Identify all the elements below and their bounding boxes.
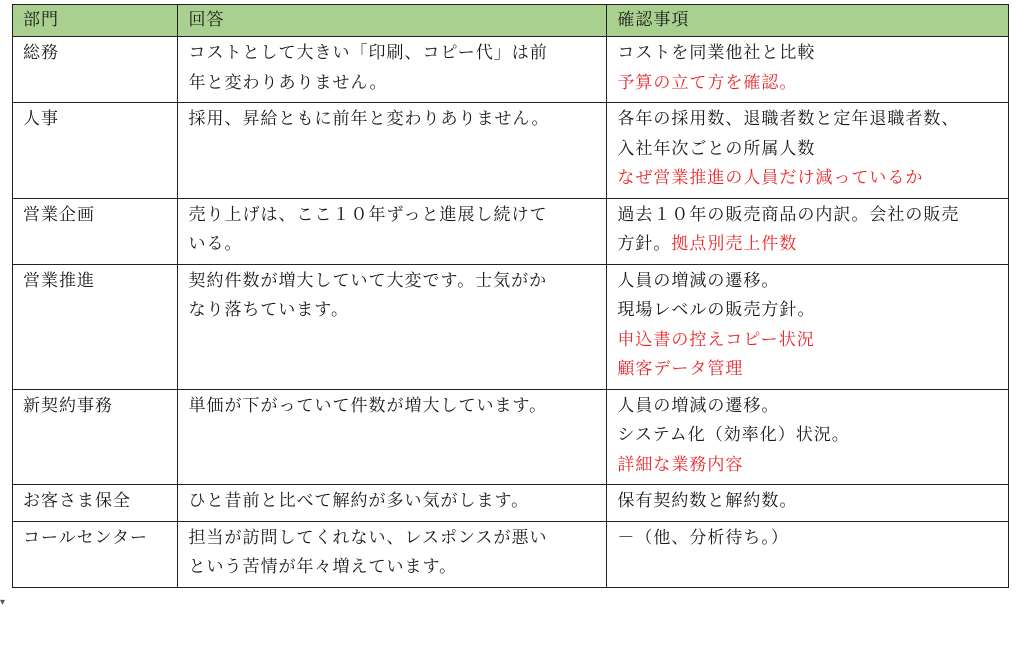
answer-line: 年と変わりありません。: [188, 72, 388, 93]
answer-line: 売り上げは、ここ１０年ずっと進展し続けて: [188, 204, 548, 225]
answer-line: 契約件数が増大していて大変です。士気がか: [188, 270, 548, 291]
dept-cell: 新契約事務: [13, 389, 178, 485]
answer-line: 単価が下がっていて件数が増大しています。: [188, 395, 548, 416]
check-line-highlight: 詳細な業務内容: [617, 454, 744, 475]
check-line: 保有契約数と解約数。: [617, 491, 798, 511]
dept-cell: お客さま保全: [13, 485, 178, 522]
table-row: [13, 103, 1009, 199]
answer-line: 担当が訪問してくれない、レスポンスが悪い: [188, 527, 548, 548]
answer-cell: [178, 389, 607, 485]
answer-cell: [178, 521, 607, 587]
answer-cell: [178, 264, 607, 389]
check-line-highlight: 申込書の控えコピー状況: [617, 329, 815, 350]
dept-cell: 営業企画: [13, 198, 178, 264]
check-line-mixed: [617, 230, 1000, 260]
check-cell: [607, 264, 1009, 389]
check-line: 入社年次ごとの所属人数: [617, 138, 816, 159]
dept-cell: 営業推進: [13, 264, 178, 389]
check-cell: [607, 485, 1009, 522]
check-cell: [607, 37, 1009, 103]
answer-line: 採用、昇給ともに前年と変わりありません。: [188, 109, 550, 129]
answer-line: ひと昔前と比べて解約が多い気がします。: [188, 491, 530, 511]
table-row: [13, 198, 1009, 264]
dept-cell: コールセンター: [13, 521, 178, 587]
answer-line: コストとして大きい「印刷、コピー代」は前: [188, 43, 548, 63]
department-review-table: [12, 4, 1009, 588]
table-row: [13, 264, 1009, 389]
answer-line: という苦情が年々増えています。: [188, 557, 458, 577]
answer-line: なり落ちています。: [188, 300, 349, 320]
cell-resize-handle-icon[interactable]: ▾: [0, 597, 6, 608]
check-cell: [607, 198, 1009, 264]
check-line: 人員の増減の遷移。: [617, 395, 780, 416]
answer-cell: [178, 485, 607, 522]
check-text-highlight: 拠点別売上件数: [671, 234, 798, 254]
check-cell: [607, 103, 1009, 199]
answer-line: いる。: [188, 234, 243, 254]
table-row: [13, 37, 1009, 103]
check-line-highlight: 顧客データ管理: [617, 359, 744, 379]
check-line-highlight: 予算の立て方を確認。: [617, 72, 798, 93]
check-line: コストを同業他社と比較: [617, 43, 816, 63]
dept-cell: 総務: [13, 37, 178, 103]
dept-cell: 人事: [13, 103, 178, 199]
header-row: [13, 5, 1009, 37]
header-answer: 回答: [178, 5, 607, 37]
table-row: [13, 521, 1009, 587]
table-row: [13, 389, 1009, 485]
check-cell: [607, 389, 1009, 485]
answer-cell: [178, 198, 607, 264]
header-check: 確認事項: [607, 5, 1009, 37]
header-dept: 部門: [13, 5, 178, 37]
check-line: システム化（効率化）状況。: [617, 425, 850, 445]
check-line-highlight: なぜ営業推進の人員だけ減っているか: [617, 168, 924, 188]
check-line: 過去１０年の販売商品の内訳。会社の販売: [617, 204, 960, 225]
answer-cell: [178, 37, 607, 103]
check-line: 現場レベルの販売方針。: [617, 300, 816, 320]
check-text: 方針。: [617, 234, 672, 254]
check-cell: [607, 521, 1009, 587]
check-line: 人員の増減の遷移。: [617, 270, 780, 291]
answer-cell: [178, 103, 607, 199]
check-line: 各年の採用数、退職者数と定年退職者数、: [617, 109, 960, 129]
check-line: －（他、分析待ち。）: [617, 527, 789, 548]
table-row: [13, 485, 1009, 522]
